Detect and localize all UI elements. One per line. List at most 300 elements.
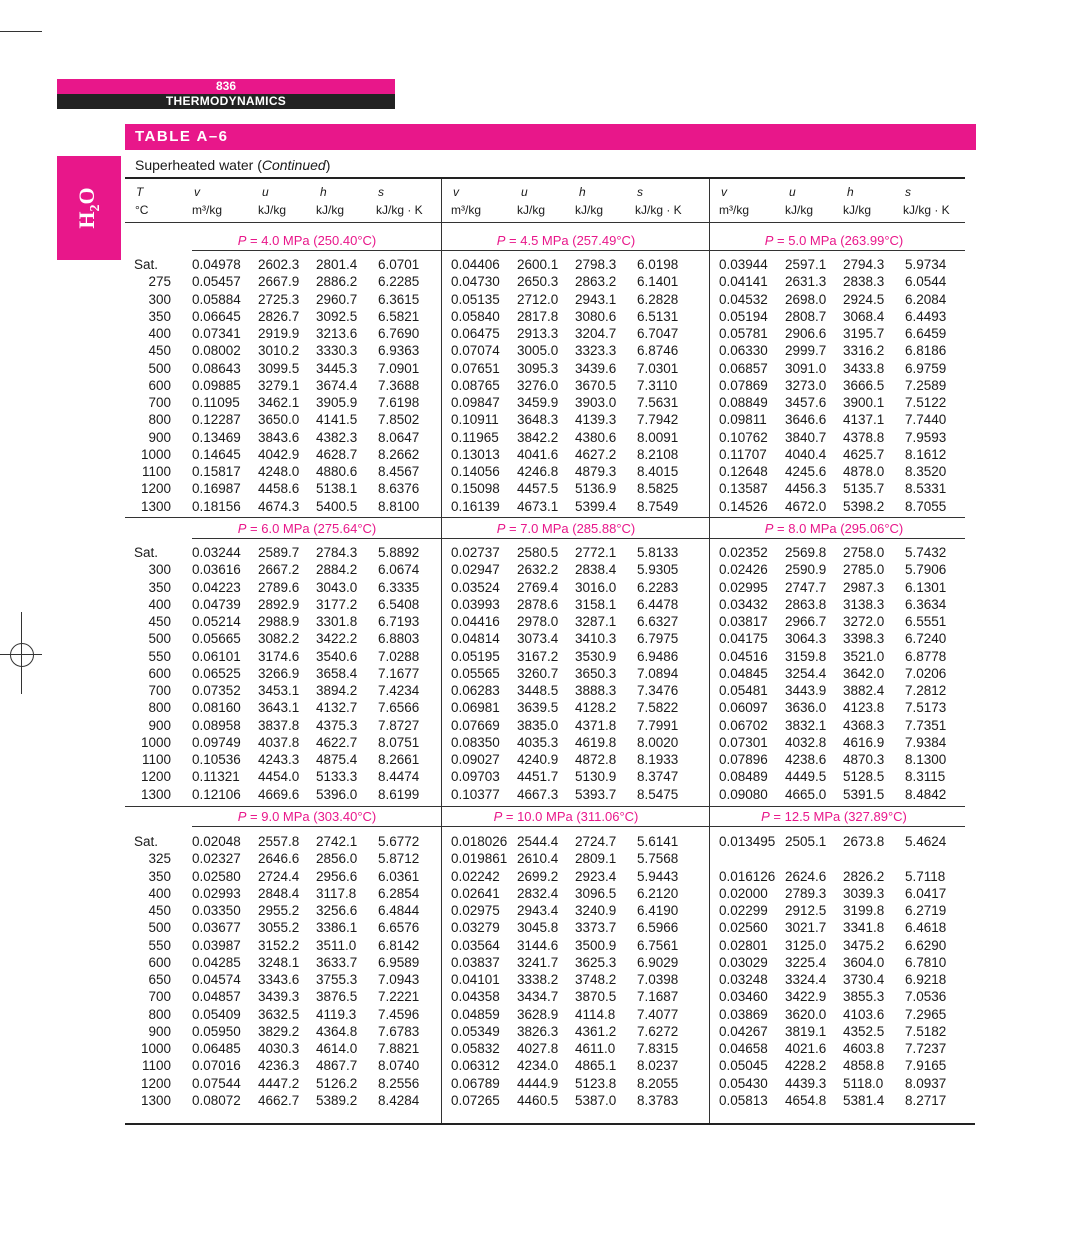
property-cell: 5138.1 (316, 481, 358, 497)
temperature-cell: 350 (148, 868, 171, 884)
header-s-unit: kJ/kg · K (635, 203, 682, 217)
property-cell: 3521.0 (843, 648, 885, 664)
property-cell: 0.03817 (719, 614, 768, 629)
temperature-cell: 1200 (140, 769, 171, 785)
property-cell: 0.04859 (451, 1006, 500, 1022)
property-cell: 0.09703 (451, 769, 500, 785)
property-cell: 6.3335 (378, 579, 420, 595)
property-cell: 2557.8 (258, 834, 300, 849)
property-cell: 0.05457 (192, 274, 241, 290)
property-cell: 7.9593 (905, 429, 947, 445)
property-cell: 2988.9 (258, 614, 300, 629)
property-cell: 2758.0 (843, 545, 885, 560)
property-cell: 0.07301 (719, 734, 768, 750)
property-cell: 0.15098 (451, 481, 500, 497)
property-cell: 6.7810 (905, 954, 947, 970)
property-cell: 4123.8 (843, 700, 885, 716)
property-cell: 3604.0 (843, 954, 885, 970)
property-cell: 7.0301 (637, 360, 679, 376)
temperature-cell: 1200 (140, 481, 171, 497)
property-cell: 7.8502 (378, 412, 420, 428)
property-cell: 3330.3 (316, 343, 358, 359)
property-cell: 3443.9 (785, 683, 827, 698)
property-cell: 6.2828 (637, 291, 679, 307)
property-cell: 4449.5 (785, 769, 827, 785)
property-cell: 4457.5 (517, 481, 559, 497)
property-cell: 3459.9 (517, 395, 559, 410)
property-cell: 5.9734 (905, 257, 947, 272)
property-cell: 4234.0 (517, 1058, 559, 1074)
property-cell: 4456.3 (785, 481, 827, 497)
property-cell: 6.6459 (905, 326, 947, 341)
property-cell: 3628.9 (517, 1006, 559, 1022)
header-v-unit: m³/kg (192, 203, 222, 217)
temperature-cell: 1100 (141, 1058, 171, 1074)
header-v-unit: m³/kg (719, 203, 749, 217)
property-cell: 2784.3 (316, 545, 358, 560)
property-cell: 0.04574 (192, 972, 241, 987)
property-cell: 0.05565 (451, 665, 500, 681)
property-cell: 2650.3 (517, 274, 559, 290)
property-cell: 0.13469 (192, 429, 241, 445)
property-cell: 7.8727 (378, 717, 420, 733)
property-cell: 3730.4 (843, 972, 885, 987)
property-cell: 3530.9 (575, 648, 617, 664)
property-cell: 0.03677 (192, 920, 241, 936)
property-cell: 8.4842 (905, 786, 947, 802)
property-cell: 5123.8 (575, 1075, 617, 1091)
property-cell: 3540.6 (316, 648, 358, 664)
property-cell: 3903.0 (575, 395, 617, 410)
property-cell: 7.4234 (378, 683, 420, 698)
property-cell: 7.0206 (905, 665, 947, 681)
property-cell: 0.13587 (719, 481, 768, 497)
property-cell: 5.4624 (905, 834, 947, 849)
property-cell: 2826.2 (843, 868, 885, 884)
property-cell: 4238.6 (785, 752, 827, 767)
header-v-unit: m³/kg (451, 203, 481, 217)
property-cell: 2699.2 (517, 868, 559, 884)
pressure-label: P = 8.0 MPa (295.06°C) (764, 521, 904, 536)
property-cell: 0.06312 (451, 1058, 500, 1074)
table-subtitle: Superheated water (Continued) (135, 157, 331, 173)
property-cell: 4364.8 (316, 1023, 358, 1039)
property-cell: 3819.1 (785, 1023, 827, 1039)
property-cell: 2884.2 (316, 562, 358, 578)
property-cell: 0.03837 (451, 954, 500, 970)
property-cell: 6.4493 (905, 308, 947, 324)
property-cell: 7.5122 (905, 395, 947, 410)
property-cell: 0.02048 (192, 834, 241, 849)
property-cell: 3117.8 (316, 885, 357, 901)
property-cell: 2956.6 (316, 868, 358, 884)
property-cell: 6.3615 (378, 291, 420, 307)
property-cell: 3287.1 (575, 614, 617, 629)
property-cell: 3650.0 (258, 412, 300, 428)
pressure-label: P = 9.0 MPa (303.40°C) (237, 809, 377, 824)
header-h-unit: kJ/kg (316, 203, 345, 217)
property-cell: 7.2812 (905, 683, 947, 698)
property-cell: 0.02947 (451, 562, 500, 578)
property-cell: 4880.6 (316, 464, 358, 479)
temperature-cell: 1300 (140, 498, 171, 514)
property-cell: 3670.5 (575, 377, 617, 393)
property-cell: 5118.0 (843, 1075, 884, 1091)
property-cell: 0.07896 (719, 752, 768, 767)
property-cell: 2817.8 (517, 308, 559, 324)
property-cell: 0.04358 (451, 989, 500, 1005)
property-cell: 3826.3 (517, 1023, 559, 1039)
property-cell: 3195.7 (843, 326, 885, 341)
property-cell: 3043.0 (316, 579, 358, 595)
property-cell: 0.02995 (719, 579, 768, 595)
band-separator-rule (125, 806, 965, 807)
property-cell: 8.4015 (637, 464, 679, 479)
pressure-rule (192, 826, 965, 827)
pressure-label: P = 4.0 MPa (250.40°C) (237, 233, 377, 248)
property-cell: 0.06097 (719, 700, 768, 716)
property-cell: 2590.9 (785, 562, 827, 578)
property-cell: 0.02000 (719, 885, 768, 901)
header-u-symbol: u (789, 185, 796, 199)
property-cell: 0.03616 (192, 562, 241, 578)
property-cell: 3254.4 (785, 665, 827, 681)
property-cell: 7.7351 (905, 717, 947, 733)
property-cell: 7.3688 (378, 377, 420, 393)
property-cell: 5398.2 (843, 498, 885, 514)
property-cell: 2856.0 (316, 851, 358, 867)
property-cell: 3448.5 (517, 683, 559, 698)
property-cell: 0.07869 (719, 377, 768, 393)
header-s-symbol: s (378, 185, 384, 199)
temperature-cell: 1000 (140, 446, 171, 462)
property-cell: 6.0417 (905, 885, 947, 901)
property-cell: 6.5408 (378, 596, 420, 612)
property-cell: 7.2221 (378, 989, 420, 1005)
property-cell: 3453.1 (258, 683, 300, 698)
property-cell: 2785.0 (843, 562, 885, 578)
property-cell: 3876.5 (316, 989, 358, 1005)
property-cell: 0.08072 (192, 1092, 241, 1108)
property-cell: 7.7440 (905, 412, 947, 428)
property-cell: 8.2717 (905, 1092, 947, 1108)
property-cell: 0.16139 (451, 498, 500, 514)
property-cell: 5.8712 (378, 851, 420, 867)
property-cell: 6.7047 (637, 326, 679, 341)
property-cell: 2747.7 (785, 579, 827, 595)
property-cell: 2600.1 (517, 257, 559, 272)
property-cell: 0.018026 (451, 834, 508, 849)
property-cell: 7.7237 (905, 1041, 947, 1056)
property-cell: 4371.8 (575, 717, 617, 733)
property-cell: 2863.2 (575, 274, 617, 290)
temperature-cell: 900 (148, 717, 171, 733)
property-cell: 0.08765 (451, 377, 500, 393)
property-cell: 0.03029 (719, 954, 768, 970)
property-cell: 8.2661 (378, 752, 420, 767)
property-cell: 4040.4 (785, 446, 827, 462)
property-cell: 4236.3 (258, 1058, 300, 1074)
property-cell: 3343.6 (258, 972, 300, 987)
property-cell: 6.7193 (378, 614, 420, 629)
header-s-unit: kJ/kg · K (903, 203, 950, 217)
property-cell: 4352.5 (843, 1023, 885, 1039)
property-cell: 0.04285 (192, 954, 241, 970)
property-cell: 7.8315 (637, 1041, 679, 1056)
property-cell: 8.4567 (378, 464, 420, 479)
pressure-label: P = 6.0 MPa (275.64°C) (237, 521, 377, 536)
property-cell: 3639.5 (517, 700, 559, 716)
property-cell: 2906.6 (785, 326, 827, 341)
table-title: TABLE A–6 (135, 128, 229, 145)
header-h-unit: kJ/kg (575, 203, 604, 217)
temperature-cell: 400 (148, 885, 171, 901)
property-cell: 0.06485 (192, 1041, 241, 1056)
property-cell: 2943.1 (575, 291, 617, 307)
property-cell: 0.07265 (451, 1092, 500, 1108)
property-cell: 8.2108 (637, 446, 679, 462)
table-title-bar (125, 124, 976, 150)
temperature-cell: 400 (148, 596, 171, 612)
property-cell: 3240.9 (575, 903, 617, 918)
property-cell: 0.11707 (719, 446, 767, 462)
property-cell: 2999.7 (785, 343, 827, 359)
property-cell: 5393.7 (575, 786, 617, 802)
temperature-cell: Sat. (134, 257, 159, 272)
property-cell: 3439.6 (575, 360, 617, 376)
property-cell: 4245.6 (785, 464, 827, 479)
header-T-symbol: T (136, 185, 144, 199)
property-cell: 8.0237 (637, 1058, 679, 1074)
temperature-cell: 600 (148, 665, 171, 681)
property-cell: 0.03432 (719, 596, 768, 612)
property-cell: 7.5631 (637, 395, 679, 410)
property-cell: 5396.0 (316, 786, 358, 802)
property-cell: 4141.5 (316, 412, 358, 428)
property-cell: 0.04739 (192, 596, 241, 612)
header-s-symbol: s (637, 185, 643, 199)
property-cell: 4674.3 (258, 498, 300, 514)
property-cell: 4035.3 (517, 734, 559, 750)
property-cell: 5136.9 (575, 481, 617, 497)
property-cell: 4368.3 (843, 717, 885, 733)
header-h-symbol: h (847, 185, 854, 199)
property-cell: 4248.0 (258, 464, 300, 479)
property-cell: 0.03244 (192, 545, 241, 560)
property-cell: 6.8186 (905, 343, 947, 359)
property-cell: 6.6290 (905, 937, 947, 953)
property-cell: 0.03524 (451, 579, 500, 595)
temperature-cell: 300 (148, 291, 171, 307)
property-cell: 0.04532 (719, 291, 768, 307)
property-cell: 2801.4 (316, 257, 358, 272)
property-cell: 8.3783 (637, 1092, 679, 1108)
property-cell: 3462.1 (258, 395, 300, 410)
property-cell: 2724.4 (258, 868, 300, 884)
property-cell: 4667.3 (517, 786, 559, 802)
property-cell: 5387.0 (575, 1092, 617, 1108)
property-cell: 2863.8 (785, 596, 827, 612)
property-cell: 6.2719 (905, 903, 947, 918)
property-cell: 2809.1 (575, 851, 617, 867)
property-cell: 2960.7 (316, 291, 358, 307)
header-u-unit: kJ/kg (258, 203, 287, 217)
property-cell: 3410.3 (575, 631, 617, 647)
property-cell: 0.06330 (719, 343, 768, 359)
property-cell: 0.05781 (719, 326, 768, 341)
property-cell: 6.2854 (378, 885, 420, 901)
property-cell: 3095.3 (517, 360, 559, 376)
temperature-cell: Sat. (134, 834, 159, 849)
header-v-symbol: v (194, 185, 200, 199)
header-s-unit: kJ/kg · K (376, 203, 423, 217)
property-cell: 2789.3 (785, 885, 827, 901)
property-cell: 2913.3 (517, 326, 559, 341)
property-cell: 4032.8 (785, 734, 827, 750)
property-cell: 6.7240 (905, 631, 947, 647)
property-cell: 3646.6 (785, 412, 827, 428)
pressure-rule (192, 538, 965, 539)
property-cell: 7.2965 (905, 1006, 947, 1022)
property-cell: 3475.2 (843, 937, 885, 953)
property-cell: 2924.5 (843, 291, 885, 307)
property-cell: 0.08643 (192, 360, 241, 376)
property-cell: 2646.6 (258, 851, 300, 867)
property-cell: 0.15817 (192, 464, 241, 479)
property-cell: 0.05409 (192, 1006, 241, 1022)
property-cell: 0.05832 (451, 1041, 500, 1056)
property-cell: 8.4284 (378, 1092, 420, 1108)
property-cell: 4603.8 (843, 1041, 885, 1056)
property-cell: 3433.8 (843, 360, 885, 376)
property-cell: 0.06101 (192, 648, 241, 664)
property-cell: 8.7549 (637, 498, 679, 514)
header-h-unit: kJ/kg (843, 203, 872, 217)
property-cell: 0.08160 (192, 700, 241, 716)
temperature-cell: 900 (148, 1023, 171, 1039)
temperature-cell: 700 (148, 989, 171, 1005)
property-cell: 3894.2 (316, 683, 358, 698)
property-cell: 6.4618 (905, 920, 947, 936)
property-cell: 7.0894 (637, 665, 679, 681)
pressure-rule (192, 250, 965, 251)
property-cell: 4616.9 (843, 734, 885, 750)
property-cell: 2505.1 (785, 834, 827, 849)
property-cell: 5399.4 (575, 498, 617, 514)
property-cell: 5126.2 (316, 1075, 358, 1091)
property-cell: 3666.5 (843, 377, 885, 393)
property-cell: 5.9443 (637, 868, 679, 884)
property-cell: 2724.7 (575, 834, 617, 849)
property-cell: 2597.1 (785, 257, 827, 272)
property-cell: 3091.0 (785, 360, 827, 376)
property-cell: 3199.8 (843, 903, 885, 918)
pressure-label: P = 4.5 MPa (257.49°C) (496, 233, 636, 248)
property-cell: 0.07669 (451, 717, 500, 733)
property-cell: 0.05349 (451, 1023, 500, 1039)
property-cell: 5.8892 (378, 545, 420, 560)
property-cell: 6.6576 (378, 920, 420, 936)
property-cell: 3842.2 (517, 429, 559, 445)
pressure-label: P = 12.5 MPa (327.89°C) (761, 809, 907, 824)
header-h-symbol: h (579, 185, 586, 199)
property-cell: 8.2556 (378, 1075, 420, 1091)
property-cell: 6.8778 (905, 648, 947, 664)
header-v-symbol: v (721, 185, 727, 199)
property-cell: 5389.2 (316, 1092, 358, 1108)
property-cell: 2667.2 (258, 562, 300, 578)
property-cell: 0.04141 (719, 274, 768, 290)
property-cell: 0.05840 (451, 308, 500, 324)
property-cell: 0.02426 (719, 562, 768, 578)
property-cell: 3204.7 (575, 326, 617, 341)
property-cell: 3301.8 (316, 614, 358, 629)
property-cell: 4240.9 (517, 752, 559, 767)
property-cell: 7.0398 (637, 972, 679, 987)
property-cell: 6.5821 (378, 308, 420, 324)
property-cell: 3276.0 (517, 377, 559, 393)
property-cell: 0.09749 (192, 734, 241, 750)
property-cell: 4041.6 (517, 446, 559, 462)
crop-mark (0, 31, 42, 32)
property-cell: 4628.7 (316, 446, 358, 462)
property-cell: 2698.0 (785, 291, 827, 307)
property-cell: 6.0198 (637, 257, 679, 272)
property-cell: 0.09847 (451, 395, 500, 410)
temperature-cell: 400 (148, 326, 171, 341)
property-cell: 7.6783 (378, 1023, 420, 1039)
property-cell: 0.04175 (719, 631, 768, 647)
property-cell: 5133.3 (316, 769, 358, 785)
temperature-cell: 600 (148, 377, 171, 393)
property-cell: 3341.8 (843, 920, 885, 936)
property-cell: 2966.7 (785, 614, 827, 629)
property-cell: 2798.3 (575, 257, 617, 272)
property-cell: 0.06645 (192, 308, 241, 324)
property-cell: 0.07016 (192, 1058, 241, 1074)
property-cell: 0.04416 (451, 614, 500, 629)
temperature-cell: 1000 (140, 1041, 171, 1056)
property-cell: 0.07544 (192, 1075, 241, 1091)
property-cell: 8.5475 (637, 786, 679, 802)
property-cell: 6.2283 (637, 579, 679, 595)
property-cell: 6.9589 (378, 954, 420, 970)
property-cell: 0.05214 (192, 614, 241, 629)
property-cell: 3500.9 (575, 937, 617, 953)
property-cell: 4619.8 (575, 734, 617, 750)
property-cell: 3248.1 (258, 954, 300, 970)
property-cell: 3174.6 (258, 648, 300, 664)
property-cell: 4654.8 (785, 1092, 827, 1108)
property-cell: 0.14645 (192, 446, 241, 462)
property-cell: 0.02580 (192, 868, 241, 884)
property-cell: 3632.5 (258, 1006, 300, 1022)
property-cell: 4611.0 (575, 1041, 616, 1056)
property-cell: 2569.8 (785, 545, 827, 560)
property-cell: 7.1687 (637, 989, 679, 1005)
property-cell: 8.1612 (905, 446, 947, 462)
property-cell: 8.1300 (905, 752, 947, 767)
property-cell: 0.05194 (719, 308, 768, 324)
property-cell: 6.8803 (378, 631, 420, 647)
property-cell: 6.9759 (905, 360, 947, 376)
property-cell: 7.6566 (378, 700, 420, 716)
temperature-cell: 800 (148, 700, 171, 716)
property-cell: 0.02801 (719, 937, 768, 953)
property-cell: 3068.4 (843, 308, 885, 324)
property-cell: 2892.9 (258, 596, 300, 612)
property-cell: 0.11965 (451, 429, 499, 445)
